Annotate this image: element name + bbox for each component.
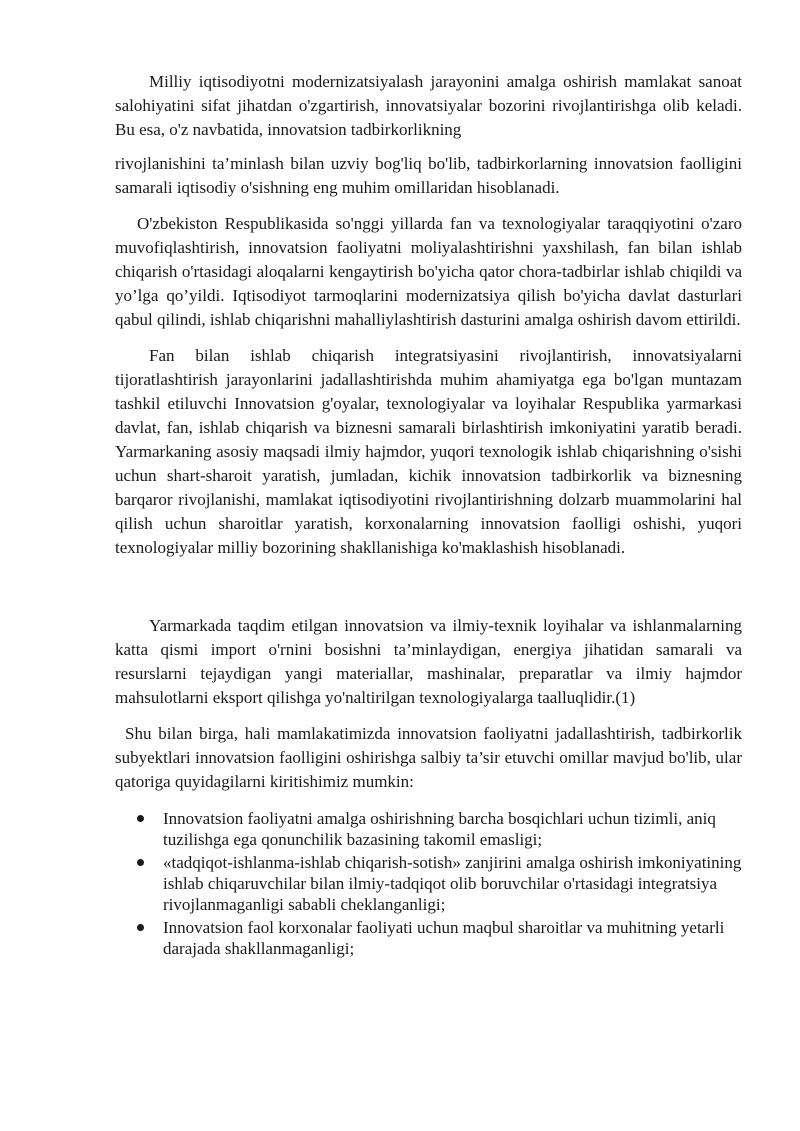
list-item-text: Innovatsion faoliyatni amalga oshirishning barcha bosqichlari uchun tizimli, aniq tuzilishga ega qonunchilik bazasining takomil emasligi;	[163, 809, 716, 849]
factor-list	[115, 808, 742, 959]
paragraph-fair-purpose: Fan bilan ishlab chiqarish integratsiyasini rivojlantirish, innovatsiyalarni tijoratlashtirish jarayonlarini jadallashtirishda muhim ahamiyatga ega bo'lgan muntazam tashkil etiluvchi Innovatsion g'oyalar, texnologiyalar va loyihalar Respublika yarmarkasi davlat, fan, ishlab chiqarish va biznesni samarali birlashtirish imkoniyatini yaratib beradi. Yarmarkaning asosiy maqsadi ilmiy hajmdor, yuqori texnologik ishlab chiqarishning o'sishi uchun shart-sharoit yaratish, jumladan, kichik innovatsion tadbirkorlik va biznesning barqaror rivojlanishi, mamlakat iqtisodiyotini rivojlantirishning dolzarb muammolarini hal qilish uchun sharoitlar yaratish, korxonalarning innovatsion faolligi oshishi, yuqori texnologiyalar milliy bozorining shakllanishiga ko'maklashish hisoblanadi.	[115, 346, 742, 557]
list-item-text: Innovatsion faol korxonalar faoliyati uchun maqbul sharoitlar va muhitning yetarli darajada shakllanmaganligi;	[163, 918, 725, 958]
list-item-text: «tadqiqot-ishlanma-ishlab chiqarish-sotish» zanjirini amalga oshirish imkoniyatining ishlab chiqaruvchilar bilan ilmiy-tadqiqot olib boruvchilar o'rtasidagi integratsiya rivojlanmaganligi sababli cheklanganligi;	[163, 853, 742, 914]
list-item	[115, 852, 742, 915]
document-body	[115, 70, 742, 959]
paragraph-uzbekistan-measures: O'zbekiston Respublikasida so'nggi yillarda fan va texnologiyalar taraqqiyotini o'zaro muvofiqlashtirish, innovatsion faoliyatni moliyalashtirishni yaxshilash, fan bilan ishlab chiqarish o'rtasidagi aloqalarni kengaytirish bo'yicha qator chora-tadbirlar ishlab chiqildi va yo’lga qo’yildi. Iqtisodiyot tarmoqlarini modernizatsiya qilish bo'yicha davlat dasturlari qabul qilindi, ishlab chiqarishni mahalliylashtirish dasturini amalga oshirish davom ettirildi.	[115, 214, 742, 329]
bullet-icon	[137, 924, 144, 931]
list-item	[115, 808, 742, 850]
paragraph-negative-factors: Shu bilan birga, hali mamlakatimizda innovatsion faoliyatni jadallashtirish, tadbirkorlik subyektlari innovatsion faolligini oshirishga salbiy ta’sir etuvchi omillar mavjud bo'lib, ular qatoriga quyidagilarni kiritishimiz mumkin:	[115, 724, 742, 791]
list-item	[115, 917, 742, 959]
paragraph-fair-projects: Yarmarkada taqdim etilgan innovatsion va ilmiy-texnik loyihalar va ishlanmalarning katta qismi import o'rnini bosishni ta’minlaydigan, energiya jihatidan samarali va resurslarni tejaydigan yangi materiallar, mashinalar, preparatlar va ilmiy hajmdor mahsulotlarni eksport qilishga yo'naltirilgan texnologiyalarga taalluqlidir.(1)	[115, 616, 742, 707]
bullet-icon	[137, 815, 144, 822]
bullet-icon	[137, 859, 144, 866]
paragraph-modernization: Milliy iqtisodiyotni modernizatsiyalash jarayonini amalga oshirish mamlakat sanoat salohiyatini sifat jihatdan o'zgartirish, innovatsiyalar bozorini rivojlantirishga olib keladi. Bu esa, o'z navbatida, innovatsion tadbirkorlikning	[115, 72, 742, 139]
paragraph-continuation: rivojlanishini ta’minlash bilan uzviy bog'liq bo'lib, tadbirkorlarning innovatsion faolligini samarali iqtisodiy o'sishning eng muhim omillaridan hisoblanadi.	[115, 154, 742, 197]
